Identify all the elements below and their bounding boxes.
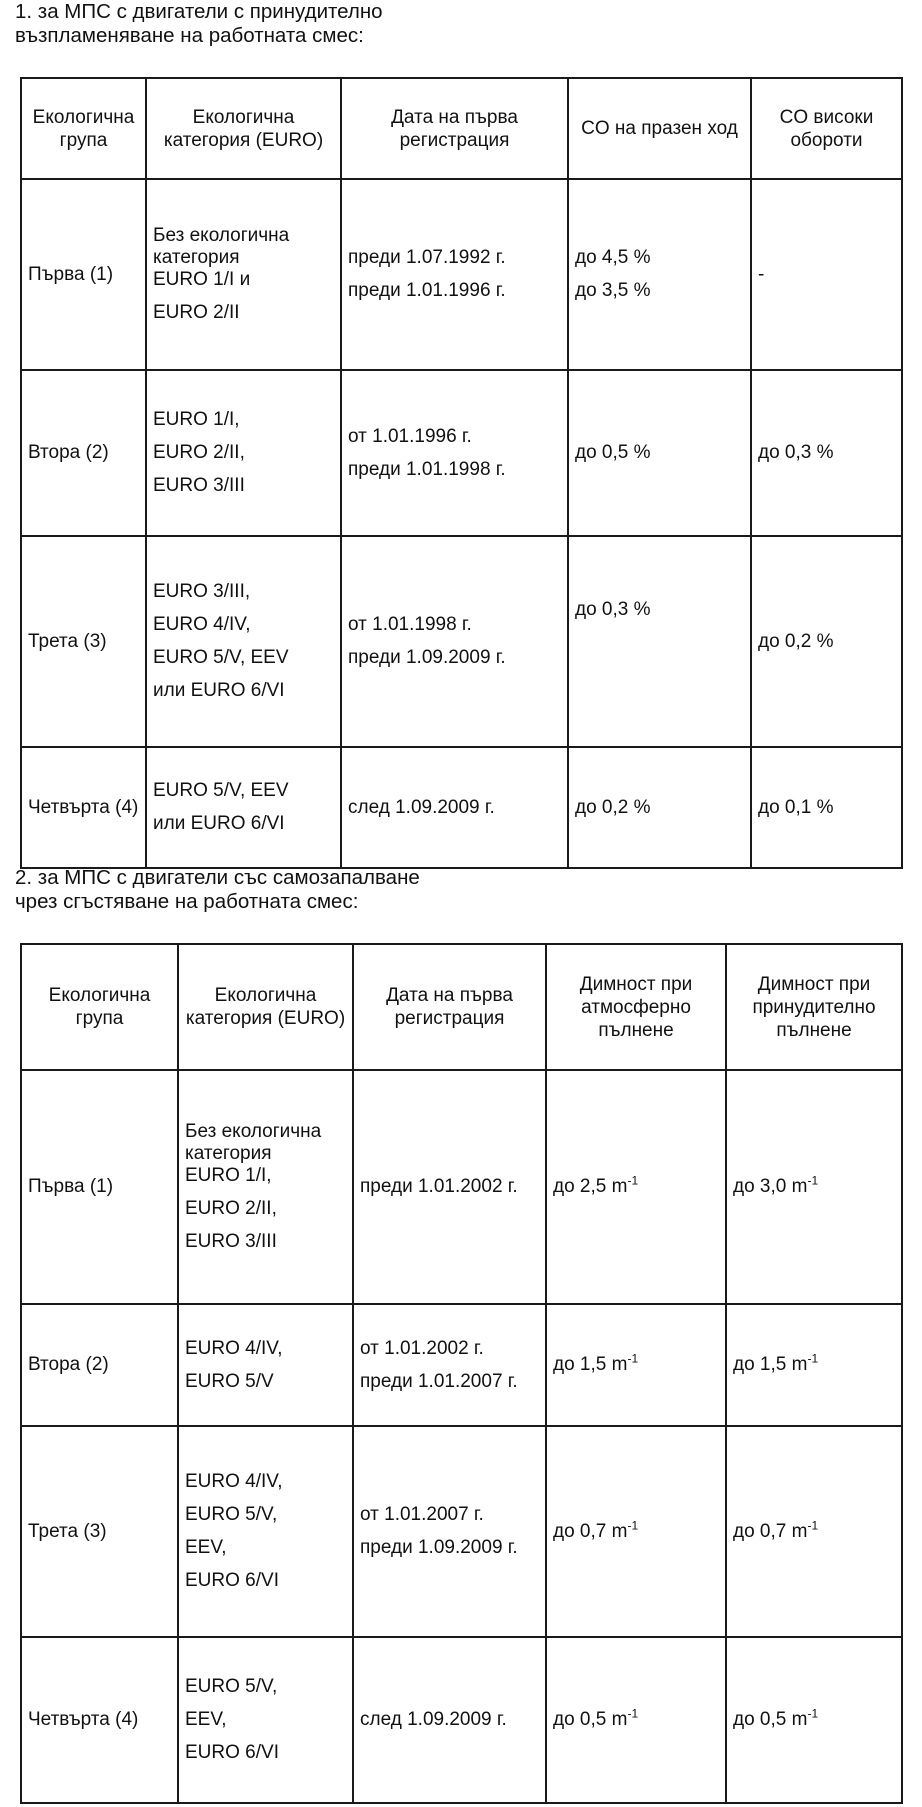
unit-exponent: -1 <box>807 1518 819 1533</box>
table-row <box>21 1070 902 1304</box>
date-line: от 1.01.1998 г. <box>348 614 472 635</box>
header-cell: Екологична група <box>21 78 146 179</box>
category-line: EURO 4/IV, <box>185 1471 283 1492</box>
date-line: преди 1.01.2002 г. <box>360 1176 518 1197</box>
diesel-emissions-table <box>20 943 903 1804</box>
header-cell: CO на празен ход <box>568 78 751 179</box>
category-cell <box>178 1070 353 1304</box>
category-cell <box>178 1426 353 1637</box>
date-line: преди 1.09.2009 г. <box>348 647 506 668</box>
co-high-cell: до 0,3 % <box>751 370 902 536</box>
co-idle-line: до 0,3 % <box>575 599 651 620</box>
table-row <box>21 179 902 370</box>
co-idle-cell <box>568 179 751 370</box>
category-cell <box>146 179 341 370</box>
co-high-cell: до 0,1 % <box>751 747 902 868</box>
date-cell <box>353 1070 546 1304</box>
category-cell <box>178 1304 353 1426</box>
date-line: от 1.01.1996 г. <box>348 425 472 447</box>
table-header-row <box>21 78 902 179</box>
date-cell <box>341 536 568 747</box>
date-line: от 1.01.2002 г. <box>360 1337 484 1359</box>
table-row <box>21 1304 902 1426</box>
smoke-atm-value: до 1,5 m <box>553 1354 628 1375</box>
smoke-atm-cell <box>546 1304 726 1426</box>
smoke-forced-value: до 3,0 m <box>733 1176 808 1197</box>
category-line: EURO 4/IV, <box>153 614 251 635</box>
section1-title-line1: 1. за МПС с двигатели с принудително <box>15 0 383 23</box>
category-line: EEV, <box>185 1537 227 1558</box>
category-line: EURO 3/III <box>185 1231 277 1252</box>
petrol-emissions-table <box>20 77 903 869</box>
category-line: EURO 4/IV, <box>185 1337 283 1359</box>
unit-exponent: -1 <box>807 1351 819 1366</box>
category-line: EURO 6/VI <box>185 1570 279 1591</box>
section2-title-line2: чрез сгъстяване на работната смес: <box>15 890 359 913</box>
table-row <box>21 1637 902 1803</box>
category-line: EURO 1/I и <box>153 269 251 290</box>
category-line: EURO 1/I, <box>153 409 240 430</box>
section1-title-line2: възпламеняване на работната смес: <box>15 24 364 47</box>
unit-exponent: -1 <box>807 1173 819 1188</box>
category-line: Без екологична категория <box>185 1121 322 1164</box>
category-line: Без екологична категория <box>153 225 290 268</box>
group-cell: Трета (3) <box>21 1426 178 1637</box>
category-line: EURO 5/V, EEV <box>153 647 289 668</box>
category-line: EURO 5/V, <box>185 1504 278 1525</box>
category-line: EURO 2/II, <box>153 442 245 463</box>
header-cell: Дата на първа регистрация <box>341 78 568 179</box>
category-cell <box>146 747 341 868</box>
co-idle-cell <box>568 536 751 747</box>
header-cell: Екологична категория (EURO) <box>178 944 353 1070</box>
date-line: от 1.01.2007 г. <box>360 1504 484 1525</box>
unit-exponent: -1 <box>627 1706 639 1721</box>
co-high-cell: - <box>751 179 902 370</box>
category-line: EURO 2/II <box>153 302 240 323</box>
category-line: EURO 5/V, <box>185 1676 278 1697</box>
unit-exponent: -1 <box>627 1351 639 1366</box>
smoke-forced-cell <box>726 1637 902 1803</box>
table-row <box>21 370 902 536</box>
date-cell <box>353 1304 546 1426</box>
date-cell <box>341 370 568 536</box>
smoke-forced-value: до 0,7 m <box>733 1520 808 1542</box>
co-idle-cell <box>568 747 751 868</box>
category-cell <box>178 1637 353 1803</box>
date-line: след 1.09.2009 г. <box>360 1709 507 1730</box>
group-cell: Втора (2) <box>21 370 146 536</box>
co-idle-cell <box>568 370 751 536</box>
header-cell: Димност при атмосферно пълнене <box>546 944 726 1070</box>
section1-title <box>15 0 895 48</box>
co-idle-line: до 4,5 % <box>575 247 651 268</box>
section2-title-line1: 2. за МПС с двигатели със самозапалване <box>15 866 420 889</box>
group-cell: Втора (2) <box>21 1304 178 1426</box>
category-line: или EURO 6/VI <box>153 813 285 834</box>
category-line: или EURO 6/VI <box>153 680 285 701</box>
category-line: EURO 5/V <box>185 1370 274 1392</box>
co-idle-line: до 0,5 % <box>575 442 651 463</box>
header-cell: Димност при принудително пълнене <box>726 944 902 1070</box>
smoke-forced-cell <box>726 1426 902 1637</box>
date-cell <box>341 747 568 868</box>
co-high-cell: до 0,2 % <box>751 536 902 747</box>
smoke-atm-value: до 0,7 m <box>553 1520 628 1542</box>
group-cell: Трета (3) <box>21 536 146 747</box>
co-idle-line: до 3,5 % <box>575 280 651 301</box>
smoke-forced-value: до 0,5 m <box>733 1709 808 1730</box>
category-line: EURO 5/V, EEV <box>153 780 289 801</box>
date-cell <box>341 179 568 370</box>
table-row <box>21 536 902 747</box>
header-cell: Екологична група <box>21 944 178 1070</box>
smoke-forced-value: до 1,5 m <box>733 1354 808 1375</box>
category-cell <box>146 370 341 536</box>
category-line: EURO 6/VI <box>185 1742 279 1763</box>
smoke-atm-value: до 0,5 m <box>553 1709 628 1730</box>
smoke-forced-cell <box>726 1304 902 1426</box>
category-line: EURO 3/III <box>153 475 245 496</box>
unit-exponent: -1 <box>807 1706 819 1721</box>
co-idle-line: до 0,2 % <box>575 796 651 818</box>
table-row <box>21 1426 902 1637</box>
category-cell <box>146 536 341 747</box>
smoke-atm-cell <box>546 1070 726 1304</box>
group-cell: Първа (1) <box>21 179 146 370</box>
smoke-atm-cell <box>546 1426 726 1637</box>
smoke-forced-cell <box>726 1070 902 1304</box>
header-cell: CO високи обороти <box>751 78 902 179</box>
category-line: EURO 3/III, <box>153 581 251 602</box>
smoke-atm-value: до 2,5 m <box>553 1176 628 1197</box>
header-cell: Дата на първа регистрация <box>353 944 546 1070</box>
date-cell <box>353 1637 546 1803</box>
category-line: EURO 2/II, <box>185 1198 277 1219</box>
group-cell: Четвърта (4) <box>21 747 146 868</box>
date-line: преди 1.01.1996 г. <box>348 280 506 301</box>
table-row <box>21 747 902 868</box>
unit-exponent: -1 <box>627 1518 639 1533</box>
section2-title <box>15 866 895 914</box>
category-line: EURO 1/I, <box>185 1165 272 1186</box>
smoke-atm-cell <box>546 1637 726 1803</box>
unit-exponent: -1 <box>627 1173 639 1188</box>
date-line: преди 1.09.2009 г. <box>360 1537 518 1558</box>
date-line: преди 1.01.2007 г. <box>360 1370 518 1392</box>
category-line: EEV, <box>185 1709 227 1730</box>
header-cell: Екологична категория (EURO) <box>146 78 341 179</box>
date-line: преди 1.07.1992 г. <box>348 247 506 268</box>
table-header-row <box>21 944 902 1070</box>
group-cell: Първа (1) <box>21 1070 178 1304</box>
date-line: преди 1.01.1998 г. <box>348 458 506 480</box>
group-cell: Четвърта (4) <box>21 1637 178 1803</box>
date-cell <box>353 1426 546 1637</box>
date-line: след 1.09.2009 г. <box>348 796 495 818</box>
